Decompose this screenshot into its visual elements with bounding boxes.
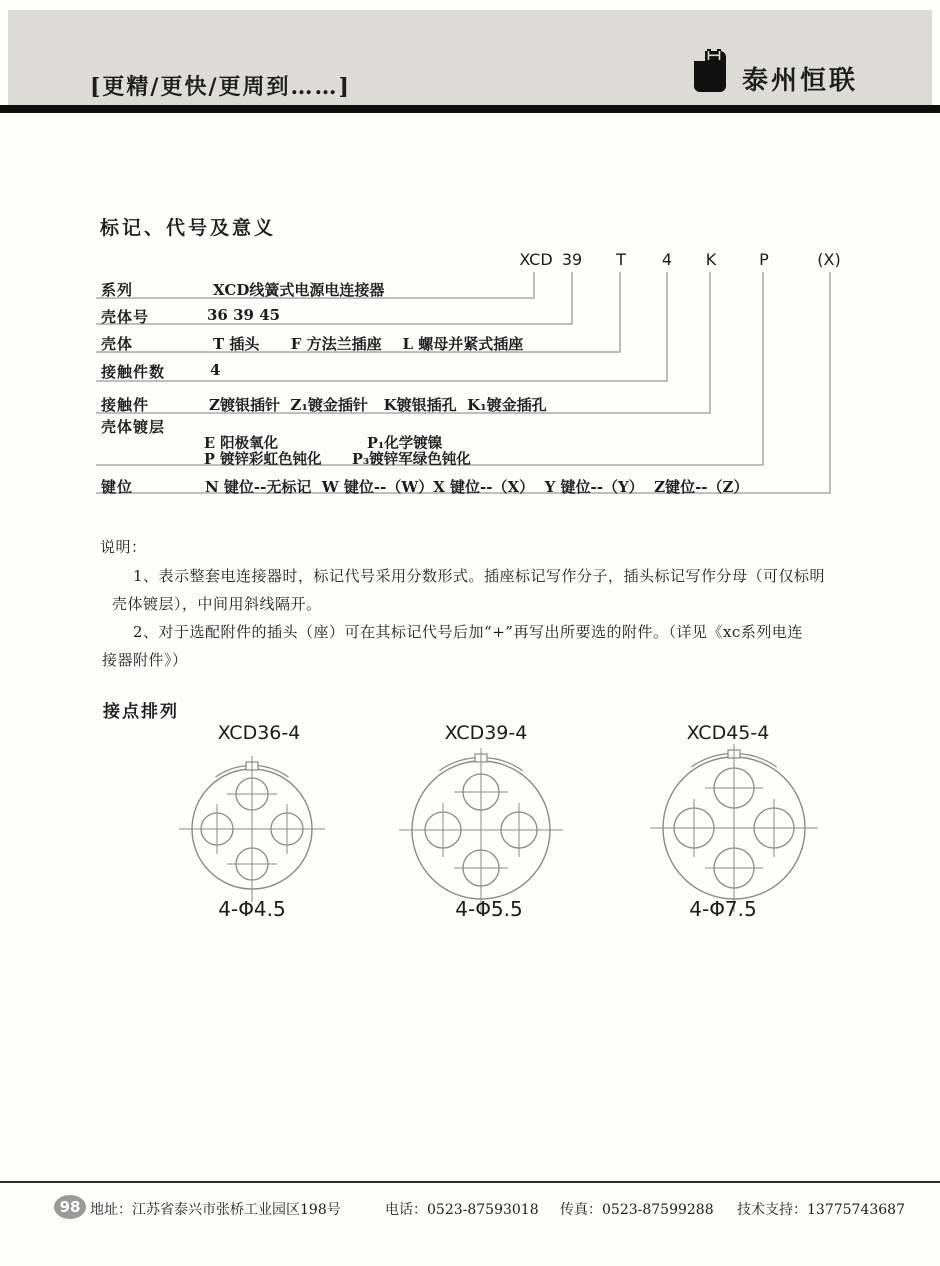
note-line-3: 2、对于选配附件的插头（座）可在其标记代号后加“+”再写出所要选的附件。（详见《xc系列电连 bbox=[133, 623, 803, 641]
row-label-series: 系列 bbox=[101, 281, 134, 299]
row-value-plating-b1: P 镀锌彩虹色钝化 bbox=[204, 451, 322, 468]
code-part-shellno: 39 bbox=[561, 250, 583, 269]
row-label-contact: 接触件 bbox=[101, 396, 150, 414]
code-part-contact: K bbox=[705, 250, 717, 269]
note-line-1: 1、表示整套电连接器时，标记代号采用分数形式。插座标记写作分子，插头标记写作分母（可仅标明 bbox=[133, 567, 826, 585]
contacts-section-title: 接点排列 bbox=[103, 702, 179, 722]
row-value-shellno: 36 39 45 bbox=[207, 306, 281, 324]
footer-divider bbox=[0, 1181, 940, 1183]
footer-phone: 电话：0523-87593018 bbox=[385, 1202, 539, 1218]
header-slogan: [更精/更快/更周到……] bbox=[90, 74, 351, 100]
footer-fax: 传真：0523-87599288 bbox=[560, 1202, 714, 1218]
note-line-2: 壳体镀层），中间用斜线隔开。 bbox=[112, 595, 322, 613]
row-value-plating-a2: P₁化学镀镍 bbox=[367, 435, 443, 452]
connector-label-xcd45: 4-Φ7.5 bbox=[689, 897, 757, 921]
notes-heading: 说明： bbox=[100, 538, 147, 556]
row-value-key: N 键位--无标记 W 键位--（W）X 键位--（X） Y 键位--（Y） Z键位--（Z） bbox=[205, 478, 749, 496]
row-label-plating: 壳体镀层 bbox=[101, 418, 166, 436]
code-part-series: XCD bbox=[519, 250, 553, 269]
code-part-count: 4 bbox=[661, 250, 673, 269]
header-divider-bar bbox=[0, 105, 940, 113]
footer-address: 地址：江苏省泰兴市张桥工业园区198号 bbox=[90, 1202, 341, 1218]
connector-label-xcd36: 4-Φ4.5 bbox=[218, 897, 286, 921]
connector-title-xcd39: XCD39-4 bbox=[444, 722, 528, 744]
row-label-key: 键位 bbox=[101, 478, 134, 496]
row-label-shellno: 壳体号 bbox=[101, 308, 150, 326]
marking-section-title: 标记、代号及意义 bbox=[100, 217, 277, 239]
row-label-count: 接触件数 bbox=[101, 363, 166, 381]
row-value-shell: T 插头 F 方法兰插座 L 螺母并紧式插座 bbox=[213, 335, 524, 353]
connector-title-xcd36: XCD36-4 bbox=[217, 722, 301, 744]
row-value-count: 4 bbox=[210, 361, 221, 379]
row-value-contact: Z镀银插针 Z₁镀金插针 K镀银插孔 K₁镀金插孔 bbox=[209, 396, 547, 414]
row-value-series: XCD线簧式电源电连接器 bbox=[213, 281, 385, 299]
footer-support: 技术支持：13775743687 bbox=[737, 1202, 905, 1218]
row-label-shell: 壳体 bbox=[101, 335, 134, 353]
row-value-plating-a1: E 阳极氧化 bbox=[204, 435, 279, 452]
code-part-shell: T bbox=[616, 250, 626, 269]
note-line-4: 接器附件》） bbox=[102, 651, 188, 669]
brand-name: 泰州恒联 bbox=[742, 66, 859, 96]
page-number-badge: 98 bbox=[54, 1195, 86, 1219]
code-part-plating: P bbox=[759, 250, 769, 269]
connector-label-xcd39: 4-Φ5.5 bbox=[455, 897, 523, 921]
code-part-key: (X) bbox=[817, 250, 841, 269]
row-value-plating-b2: P₃镀锌军绿色钝化 bbox=[352, 451, 471, 468]
connector-title-xcd45: XCD45-4 bbox=[686, 722, 770, 744]
lh-logo-icon bbox=[693, 48, 729, 98]
